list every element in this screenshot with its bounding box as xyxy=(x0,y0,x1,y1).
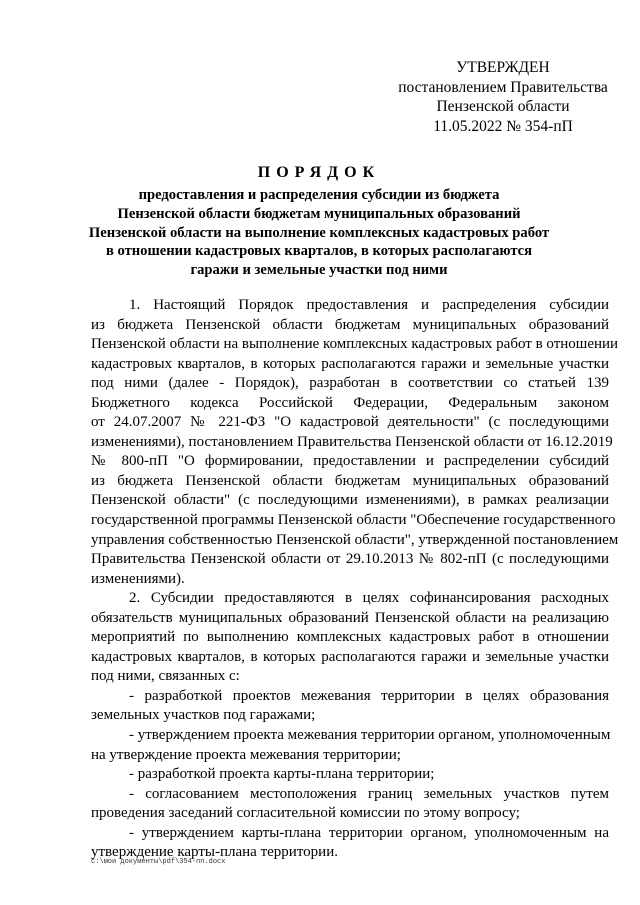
list-item-line: - утверждением проекта межевания территории органом, уполномоченным xyxy=(129,727,611,744)
document-title: ПОРЯДОК xyxy=(257,164,381,181)
approval-region: Пензенской области xyxy=(436,98,570,115)
paragraph-2-line: 2. Субсидии предоставляются в целях софинансирования расходных xyxy=(129,590,609,607)
list-item-line: проведения заседаний согласительной комиссии по этому вопросу; xyxy=(91,805,520,822)
list-item-line: - разработкой проекта карты-плана территории; xyxy=(129,766,435,783)
approval-stamp xyxy=(388,58,618,136)
document-body xyxy=(91,296,619,863)
list-item-line: на утверждение проекта межевания территории; xyxy=(91,746,401,763)
paragraph-1-line: государственной программы Пензенской области "Обеспечение государственного xyxy=(91,512,616,529)
document-title-block xyxy=(80,163,558,280)
paragraph-1-line: 1. Настоящий Порядок предоставления и распределения субсидии xyxy=(129,297,609,313)
approval-heading: УТВЕРЖДЕН xyxy=(456,59,550,76)
paragraph-1-line: под ними (далее - Порядок), разработан в соответствии со статьей 139 xyxy=(91,375,609,392)
list-item-line: - утверждением карты-плана территории органом, уполномоченным на xyxy=(129,824,609,841)
paragraph-1-line: Правительства Пензенской области от 29.10.2013 № 802-пП (с последующими xyxy=(91,551,609,568)
paragraph-2-line: кадастровых кварталов, в которых располагаются гаражи и земельные участки xyxy=(91,648,609,665)
paragraph-1-line: Пензенской области на выполнение комплексных кадастровых работ в отношении xyxy=(91,336,619,353)
list-item-line: земельных участков под гаражами; xyxy=(91,707,316,724)
paragraph-1-line: изменениями). xyxy=(91,570,185,587)
subtitle-line: гаражи и земельные участки под ними xyxy=(190,262,448,279)
list-item-line: - разработкой проектов межевания территории в целях образования xyxy=(129,687,609,704)
file-path-footer: c:\мои документы\pdf\354-пп.docx xyxy=(91,858,226,866)
paragraph-2-line: мероприятий по выполнению комплексных кадастровых работ в отношении xyxy=(91,629,609,646)
paragraph-1-line: № 800-пП "О формировании, предоставлении и распределении субсидий xyxy=(91,453,609,470)
paragraph-1-line: изменениями), постановлением Правительства Пензенской области от 16.12.2019 xyxy=(91,433,613,450)
subtitle-line: Пензенской области бюджетам муниципальных образований xyxy=(117,205,521,222)
paragraph-1-line: от 24.07.2007 № 221-ФЗ "О кадастровой деятельности" (с последующими xyxy=(91,414,609,431)
paragraph-1-line: кадастровых кварталов, в которых располагаются гаражи и земельные участки xyxy=(91,355,609,372)
subtitle-line: предоставления и распределения субсидии из бюджета xyxy=(138,187,500,203)
list-item-line: утверждение карты-плана территории. xyxy=(91,844,338,861)
approval-authority: постановлением Правительства xyxy=(398,78,608,96)
subtitle-line: Пензенской области на выполнение комплексных кадастровых работ xyxy=(88,224,550,241)
approval-date-number: 11.05.2022 № 354-пП xyxy=(433,117,573,135)
paragraph-1-line: Пензенской области" (с последующими изменениями), в рамках реализации xyxy=(91,492,609,509)
paragraph-1-line: Бюджетного кодекса Российской Федерации, Федеральным законом xyxy=(91,394,609,411)
paragraph-2-line: обязательств муниципальных образований Пензенской области на реализацию xyxy=(91,609,609,626)
subtitle-line: в отношении кадастровых кварталов, в которых располагаются xyxy=(105,243,533,260)
paragraph-1-line: управления собственностью Пензенской области", утвержденной постановлением xyxy=(91,531,619,548)
paragraph-2-line: под ними, связанных с: xyxy=(91,668,240,685)
paragraph-1-line: из бюджета Пензенской области бюджетам муниципальных образований xyxy=(91,316,609,333)
list-item-line: - согласованием местоположения границ земельных участков путем xyxy=(129,785,609,802)
paragraph-1-line: из бюджета Пензенской области бюджетам муниципальных образований xyxy=(91,472,609,489)
